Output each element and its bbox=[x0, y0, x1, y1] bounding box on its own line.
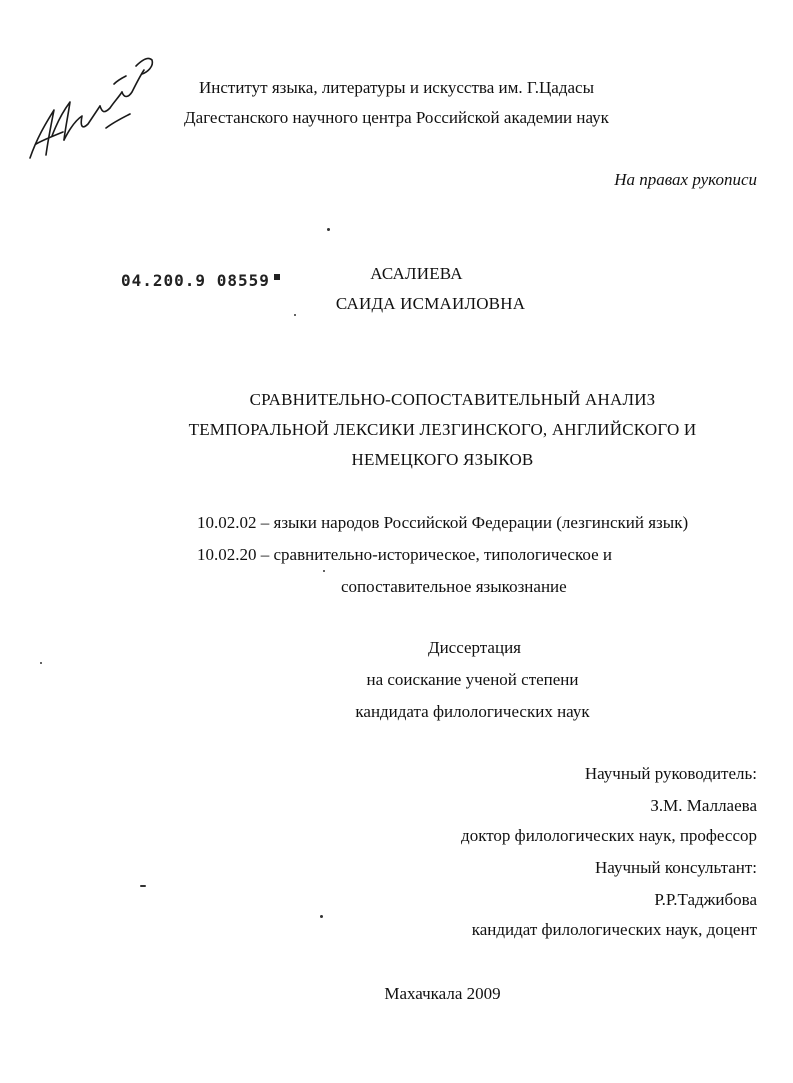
specialty-line-3: сопоставительное языкознание bbox=[341, 577, 567, 596]
scan-speck bbox=[294, 314, 296, 316]
title-line-3: НЕМЕЦКОГО ЯЗЫКОВ bbox=[351, 450, 534, 469]
consultant-label: Научный консультант: bbox=[595, 858, 757, 877]
specialty-line-2: 10.02.20 – сравнительно-историческое, типологическое и bbox=[197, 545, 612, 564]
manuscript-note: На правах рукописи bbox=[614, 170, 757, 189]
footer-city-year: Махачкала 2009 bbox=[384, 984, 501, 1003]
scan-speck bbox=[140, 885, 146, 887]
dissertation-line-3: кандидата филологических наук bbox=[355, 702, 590, 721]
consultant-title: кандидат филологических наук, доцент bbox=[471, 920, 757, 939]
scan-speck bbox=[40, 662, 42, 664]
handwritten-signature bbox=[18, 40, 168, 170]
scan-speck bbox=[320, 915, 323, 918]
author-name: САИДА ИСМАИЛОВНА bbox=[335, 294, 526, 313]
supervisor-title: доктор филологических наук, профессор bbox=[461, 826, 757, 845]
scan-speck bbox=[327, 228, 330, 231]
dissertation-line-2: на соискание ученой степени bbox=[366, 670, 579, 689]
title-line-1: СРАВНИТЕЛЬНО-СОПОСТАВИТЕЛЬНЫЙ АНАЛИЗ bbox=[249, 390, 656, 409]
supervisor-name: З.М. Маллаева bbox=[650, 796, 757, 815]
institute-line-2: Дагестанского научного центра Российской академии наук bbox=[184, 108, 609, 127]
specialty-line-1: 10.02.02 – языки народов Российской Федерации (лезгинский язык) bbox=[197, 513, 689, 532]
dissertation-line-1: Диссертация bbox=[427, 638, 521, 657]
title-line-2: ТЕМПОРАЛЬНОЙ ЛЕКСИКИ ЛЕЗГИНСКОГО, АНГЛИЙСКОГО И bbox=[188, 420, 697, 439]
consultant-name: Р.Р.Таджибова bbox=[654, 890, 757, 909]
institute-line-1: Институт языка, литературы и искусства им. Г.Цадасы bbox=[198, 78, 594, 97]
supervisor-label: Научный руководитель: bbox=[584, 764, 757, 783]
scan-speck bbox=[323, 570, 325, 572]
author-surname: АСАЛИЕВА bbox=[370, 264, 463, 283]
archive-number-text: 04.200.9 08559 bbox=[121, 271, 270, 290]
